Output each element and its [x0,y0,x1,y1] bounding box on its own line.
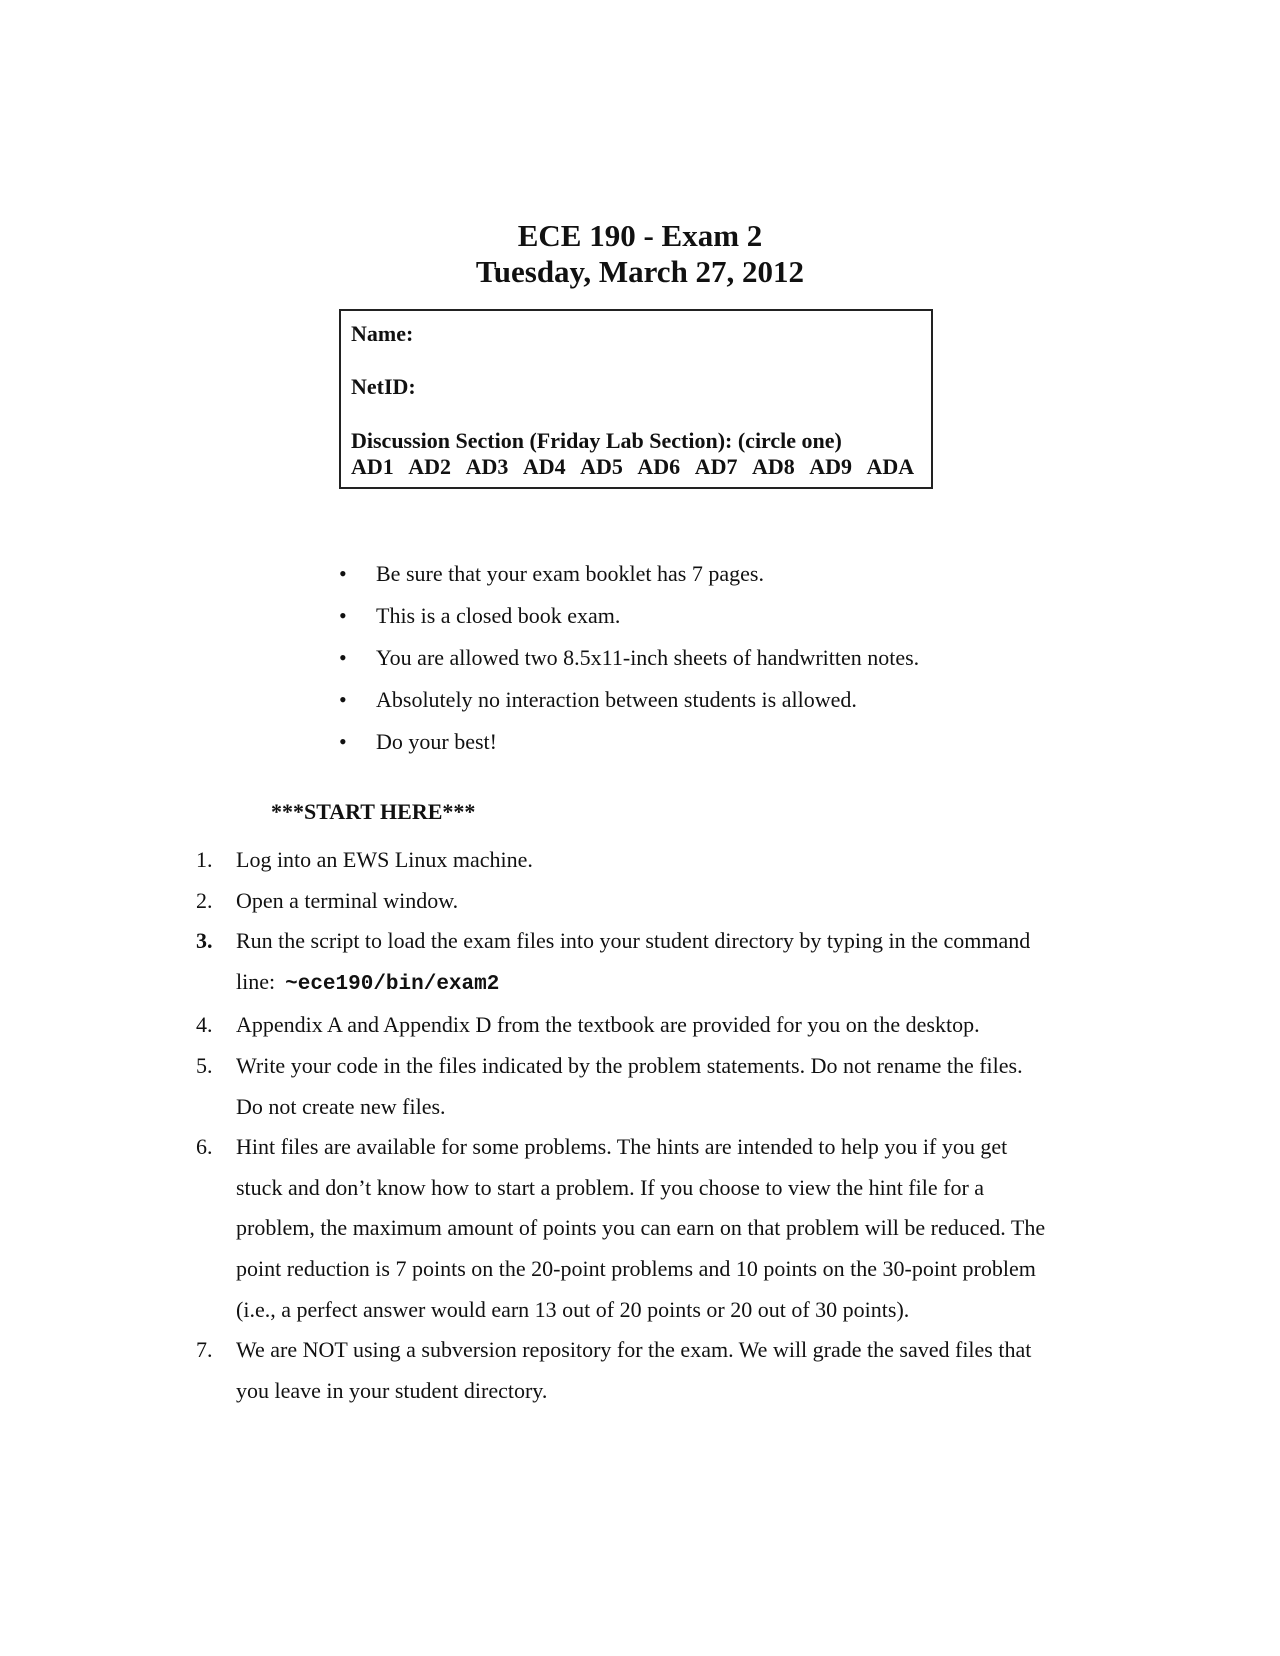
step-text: stuck and don’t know how to start a problem. If you choose to view the hint file for a [236,1174,985,1200]
exam-date: Tuesday, March 27, 2012 [475,254,805,289]
step-text-line [236,962,1116,1006]
step-number: 5. [196,1052,213,1078]
list-item [337,645,1137,687]
exam-script-command: ~ece190/bin/exam2 [285,972,500,996]
step-text: Write your code in the files indicated by the problem statements. Do not rename the files. [236,1052,1023,1078]
bullet-icon: • [339,603,347,628]
step-5 [196,1046,1116,1127]
list-item [337,729,1137,771]
step-text: (i.e., a perfect answer would earn 13 out of 20 points or 20 out of 30 points). [236,1296,910,1322]
bullet-icon: • [339,687,347,712]
step-text: Do not create new files. [236,1093,446,1119]
list-item [337,603,1137,645]
step-4 [196,1005,1116,1046]
step-number: 6. [196,1134,213,1160]
bullet-icon: • [339,645,347,670]
step-text: problem, the maximum amount of points you can earn on that problem will be reduced. The [236,1215,1046,1241]
step-number: 3. [196,928,213,954]
section-option: AD7 [694,454,738,479]
name-label: Name: [351,321,414,346]
step-2 [196,881,1116,922]
start-here-heading: ***START HERE*** [271,799,476,824]
step-text: Appendix A and Appendix D from the textbook are provided for you on the desktop. [236,1012,980,1038]
bullet-text: Be sure that your exam booklet has 7 pages. [376,561,764,586]
section-option: ADA [866,454,915,479]
list-item [337,687,1137,729]
bullet-icon: • [339,561,347,586]
section-option: AD2 [408,454,452,479]
exam-title: ECE 190 - Exam 2 [517,218,763,253]
numbered-steps [196,840,1116,1411]
step-text: point reduction is 7 points on the 20-point problems and 10 points on the 30-point problem [236,1255,1036,1281]
step-1 [196,840,1116,881]
section-options [351,454,923,480]
bullet-text: You are allowed two 8.5x11-inch sheets of handwritten notes. [376,645,920,670]
netid-label: NetID: [351,374,416,399]
bullet-icon: • [339,729,347,754]
step-number: 2. [196,887,213,913]
step-number: 4. [196,1012,213,1038]
section-option: AD4 [522,454,566,479]
step-text: line: [236,968,276,994]
step-6 [196,1127,1116,1330]
section-label: Discussion Section (Friday Lab Section): (circle one) [351,428,842,453]
step-text: Log into an EWS Linux machine. [236,847,533,872]
step-text: Open a terminal window. [236,887,459,913]
section-option: AD5 [580,454,623,479]
section-option: AD6 [637,454,681,479]
bullet-text: Do your best! [376,729,497,754]
list-item [337,561,1137,603]
step-text: Hint files are available for some problems. The hints are intended to help you if you get [236,1134,1008,1160]
step-7 [196,1330,1116,1411]
instructions-bullet-list [337,561,1137,771]
section-option: AD1 [351,454,394,479]
section-option: AD8 [751,454,795,479]
bullet-text: This is a closed book exam. [376,603,621,628]
step-number: 1. [196,847,213,872]
step-text: you leave in your student directory. [236,1377,548,1403]
student-info-box [339,309,933,489]
step-text: Run the script to load the exam files into your student directory by typing in the command [236,928,1031,954]
step-3 [196,921,1116,1005]
title-block [0,218,1280,290]
bullet-text: Absolutely no interaction between students is allowed. [376,687,857,712]
step-text: We are NOT using a subversion repository for the exam. We will grade the saved files that [236,1337,1032,1363]
section-option: AD9 [809,454,853,479]
section-option: AD3 [465,454,509,479]
step-number: 7. [196,1337,213,1363]
